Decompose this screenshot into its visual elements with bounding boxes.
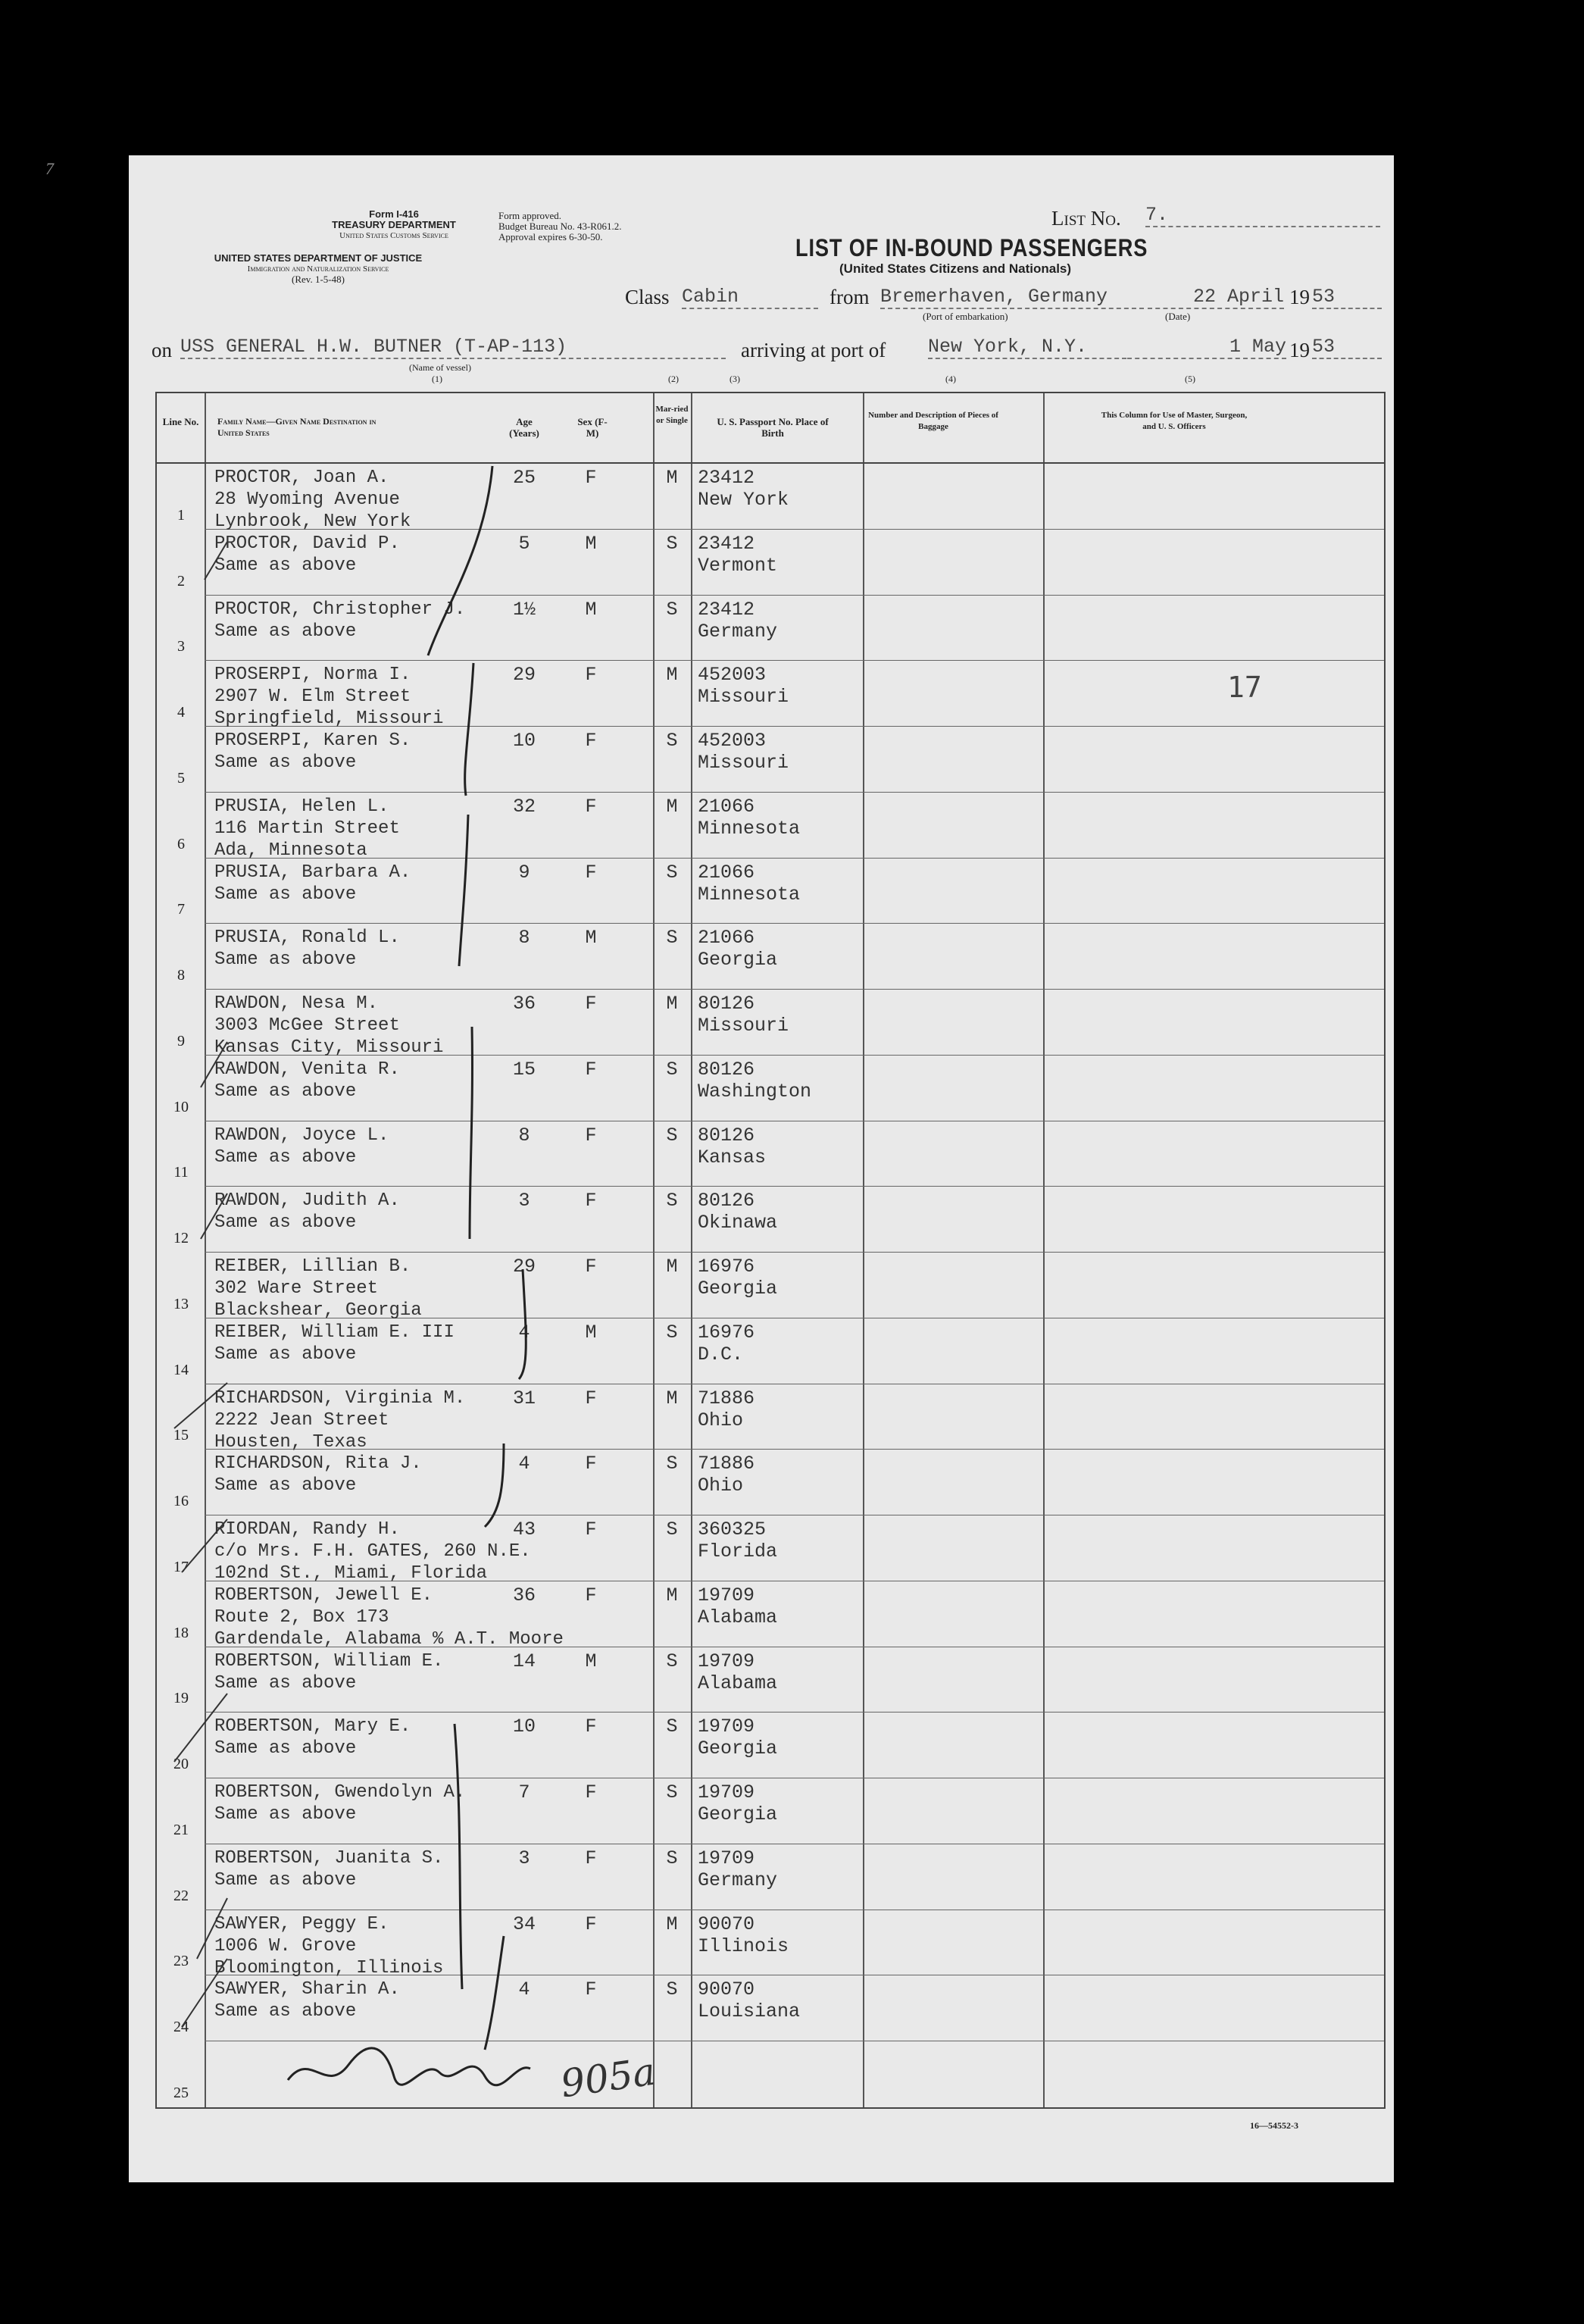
on-label: on bbox=[152, 339, 172, 361]
passenger-name: RICHARDSON, Rita J. Same as above bbox=[214, 1453, 422, 1497]
passenger-sex: M bbox=[585, 1321, 597, 1343]
passenger-name: PROCTOR, David P. Same as above bbox=[214, 533, 400, 576]
form-number: Form I-416 bbox=[369, 208, 419, 220]
arrival-year-prefix: 19 bbox=[1289, 339, 1310, 361]
line-number: 12 bbox=[173, 1230, 189, 1247]
passenger-sex: F bbox=[585, 993, 597, 1015]
from-label: from bbox=[829, 286, 870, 308]
line-number: 21 bbox=[173, 1821, 189, 1838]
passenger-name: PROSERPI, Norma I. 2907 W. Elm Street Springfield, Missouri bbox=[214, 665, 444, 730]
marital-status: S bbox=[666, 532, 678, 555]
margin-note: 17 bbox=[1227, 671, 1262, 704]
passenger-sex: F bbox=[585, 1781, 597, 1804]
passenger-age: 29 bbox=[512, 664, 536, 687]
marital-status: M bbox=[666, 1387, 678, 1409]
passenger-name: PROCTOR, Joan A. 28 Wyoming Avenue Lynbrook, New York bbox=[214, 468, 411, 532]
passport-birthplace: 71886 Ohio bbox=[698, 1453, 755, 1497]
col-married: Mar-ried or Single bbox=[655, 405, 689, 425]
port-of-embarkation: Bremerhaven, Germany bbox=[880, 286, 1144, 309]
col-name: Family Name—Given Name Destination in United States bbox=[217, 416, 376, 438]
passenger-age: 31 bbox=[512, 1387, 536, 1409]
line-number: 13 bbox=[173, 1295, 189, 1312]
line-number: 14 bbox=[173, 1361, 189, 1378]
arrival-year: 53 bbox=[1312, 336, 1382, 359]
passenger-name: PROSERPI, Karen S. Same as above bbox=[214, 730, 411, 774]
col-num-2: (2) bbox=[668, 374, 679, 384]
passenger-sex: F bbox=[585, 467, 597, 489]
passport-birthplace: 80126 Missouri bbox=[698, 993, 789, 1037]
class-label: Class bbox=[625, 286, 670, 308]
passport-birthplace: 16976 Georgia bbox=[698, 1256, 778, 1300]
line-number: 6 bbox=[177, 835, 185, 852]
passport-birthplace: 80126 Kansas bbox=[698, 1124, 767, 1168]
justice-dept: UNITED STATES DEPARTMENT OF JUSTICE bbox=[214, 252, 423, 264]
class-value: Cabin bbox=[682, 286, 818, 309]
vessel-caption: (Name of vessel) bbox=[409, 362, 471, 373]
page-subtitle: (United States Citizens and Nationals) bbox=[839, 261, 1072, 276]
marital-status: S bbox=[666, 730, 678, 752]
passenger-name: RAWDON, Venita R. Same as above bbox=[214, 1059, 400, 1102]
line-number: 25 bbox=[173, 2084, 189, 2101]
punch-hole bbox=[86, 796, 120, 830]
from-caption: (Port of embarkation) bbox=[923, 311, 1008, 322]
passport-birthplace: 19709 Alabama bbox=[698, 1584, 778, 1628]
col-num-4: (4) bbox=[945, 374, 956, 384]
passenger-sex: F bbox=[585, 1058, 597, 1081]
passport-birthplace: 23412 Vermont bbox=[698, 532, 778, 577]
punch-hole bbox=[86, 197, 120, 232]
passport-birthplace: 19709 Alabama bbox=[698, 1650, 778, 1694]
marital-status: S bbox=[666, 1650, 678, 1672]
passport-birthplace: 80126 Washington bbox=[698, 1058, 812, 1103]
passenger-sex: M bbox=[585, 532, 597, 555]
passenger-name: SAWYER, Peggy E. 1006 W. Grove Bloomington, Illinois bbox=[214, 1913, 444, 1978]
line-number: 5 bbox=[177, 769, 185, 787]
passenger-name: PRUSIA, Barbara A. Same as above bbox=[214, 862, 411, 905]
passport-birthplace: 71886 Ohio bbox=[698, 1387, 755, 1431]
marital-status: M bbox=[666, 467, 678, 489]
passenger-name: RIORDAN, Randy H. c/o Mrs. F.H. GATES, 260 N.E. 102nd St., Miami, Florida bbox=[214, 1519, 531, 1584]
passport-birthplace: 16976 D.C. bbox=[698, 1321, 755, 1365]
passenger-age: 8 bbox=[518, 927, 530, 949]
departure-date: 22 April bbox=[1148, 286, 1284, 309]
passenger-name: RAWDON, Judith A. Same as above bbox=[214, 1190, 400, 1234]
passport-birthplace: 19709 Georgia bbox=[698, 1781, 778, 1826]
marital-status: M bbox=[666, 993, 678, 1015]
page-corner-mark: 7 bbox=[45, 159, 54, 178]
punch-hole bbox=[86, 322, 120, 357]
passenger-name: PROCTOR, Christopher J. Same as above bbox=[214, 599, 466, 642]
passenger-sex: F bbox=[585, 1124, 597, 1146]
footer-code: 16—54552-3 bbox=[1250, 2120, 1298, 2131]
line-number: 17 bbox=[173, 1558, 189, 1575]
customs-service: United States Customs Service bbox=[339, 231, 448, 240]
arriving-label: arriving at port of bbox=[741, 339, 886, 361]
passenger-sex: F bbox=[585, 1190, 597, 1212]
passenger-name: REIBER, Lillian B. 302 Ware Street Blackshear, Georgia bbox=[214, 1256, 422, 1322]
marital-status: M bbox=[666, 795, 678, 818]
line-number: 3 bbox=[177, 638, 185, 655]
revision: (Rev. 1-5-48) bbox=[292, 274, 345, 285]
line-number: 1 bbox=[177, 506, 185, 524]
treasury-dept: TREASURY DEPARTMENT bbox=[332, 219, 456, 230]
col-sex: Sex (F-M) bbox=[577, 416, 608, 439]
punch-hole bbox=[86, 673, 120, 708]
line-number: 16 bbox=[173, 1493, 189, 1510]
list-no-label: List No. bbox=[1051, 207, 1121, 230]
passenger-sex: F bbox=[585, 1978, 597, 2001]
passenger-name: RAWDON, Nesa M. 3003 McGee Street Kansas City, Missouri bbox=[214, 993, 444, 1059]
passport-birthplace: 360325 Florida bbox=[698, 1519, 778, 1563]
passport-birthplace: 452003 Missouri bbox=[698, 730, 789, 774]
line-number: 18 bbox=[173, 1624, 189, 1641]
passenger-sex: F bbox=[585, 730, 597, 752]
passenger-age: 14 bbox=[512, 1650, 536, 1672]
passenger-name: RAWDON, Joyce L. Same as above bbox=[214, 1124, 389, 1168]
passenger-age: 36 bbox=[512, 1584, 536, 1606]
passenger-sex: F bbox=[585, 1519, 597, 1541]
marital-status: S bbox=[666, 927, 678, 949]
approval-expires: Approval expires 6-30-50. bbox=[498, 231, 603, 242]
line-number: 2 bbox=[177, 572, 185, 590]
signature-note: 905a bbox=[558, 2049, 658, 2107]
passenger-sex: F bbox=[585, 1387, 597, 1409]
punch-hole bbox=[65, 596, 100, 630]
passenger-sex: M bbox=[585, 927, 597, 949]
marital-status: S bbox=[666, 1847, 678, 1869]
passenger-age: 4 bbox=[518, 1321, 530, 1343]
marital-status: S bbox=[666, 1058, 678, 1081]
budget-bureau: Budget Bureau No. 43-R061.2. bbox=[498, 221, 622, 232]
passenger-name: ROBERTSON, Juanita S. Same as above bbox=[214, 1847, 444, 1891]
passport-birthplace: 80126 Okinawa bbox=[698, 1190, 778, 1234]
col-baggage: Number and Description of Pieces of Baggage bbox=[868, 411, 998, 431]
marital-status: S bbox=[666, 1124, 678, 1146]
passenger-sex: F bbox=[585, 664, 597, 687]
line-number: 23 bbox=[173, 1953, 189, 1970]
passport-birthplace: 452003 Missouri bbox=[698, 664, 789, 708]
ins-service: Immigration and Naturalization Service bbox=[247, 264, 389, 274]
marital-status: S bbox=[666, 1781, 678, 1804]
passenger-age: 9 bbox=[518, 861, 530, 884]
depart-year-prefix: 19 bbox=[1289, 286, 1310, 308]
passport-birthplace: 23412 New York bbox=[698, 467, 789, 511]
passenger-age: 32 bbox=[512, 795, 536, 818]
passenger-age: 3 bbox=[518, 1847, 530, 1869]
col-num-1: (1) bbox=[432, 374, 442, 384]
line-number: 4 bbox=[177, 704, 185, 721]
line-number: 20 bbox=[173, 1756, 189, 1773]
passenger-name: REIBER, William E. III Same as above bbox=[214, 1322, 455, 1365]
marital-status: S bbox=[666, 861, 678, 884]
line-number: 15 bbox=[173, 1427, 189, 1444]
line-number: 19 bbox=[173, 1690, 189, 1707]
marital-status: S bbox=[666, 1321, 678, 1343]
line-number: 8 bbox=[177, 967, 185, 984]
marital-status: M bbox=[666, 1913, 678, 1935]
passenger-name: ROBERTSON, Mary E. Same as above bbox=[214, 1716, 411, 1759]
punch-hole bbox=[86, 1580, 120, 1615]
passenger-age: 4 bbox=[518, 1453, 530, 1475]
marital-status: S bbox=[666, 1519, 678, 1541]
passport-birthplace: 21066 Minnesota bbox=[698, 861, 801, 906]
passenger-sex: F bbox=[585, 1584, 597, 1606]
passenger-sex: M bbox=[585, 1650, 597, 1672]
passenger-sex: F bbox=[585, 795, 597, 818]
marital-status: S bbox=[666, 1978, 678, 2001]
passenger-age: 7 bbox=[518, 1781, 530, 1804]
line-number: 11 bbox=[173, 1164, 189, 1181]
form-approved: Form approved. bbox=[498, 210, 562, 221]
passenger-sex: F bbox=[585, 1453, 597, 1475]
passenger-name: ROBERTSON, Gwendolyn A. Same as above bbox=[214, 1782, 466, 1825]
passenger-age: 34 bbox=[512, 1913, 536, 1935]
date-caption: (Date) bbox=[1165, 311, 1191, 322]
passenger-name: PRUSIA, Helen L. 116 Martin Street Ada, Minnesota bbox=[214, 796, 400, 861]
passenger-age: 10 bbox=[512, 1716, 536, 1738]
marital-status: M bbox=[666, 664, 678, 687]
passport-birthplace: 21066 Georgia bbox=[698, 927, 778, 971]
punch-hole bbox=[86, 1928, 120, 1963]
col-officers: This Column for Use of Master, Surgeon, and U. S. Officers bbox=[1101, 411, 1248, 431]
vessel-name: USS GENERAL H.W. BUTNER (T-AP-113) bbox=[180, 336, 726, 359]
passport-birthplace: 90070 Illinois bbox=[698, 1913, 789, 1957]
passport-birthplace: 90070 Louisiana bbox=[698, 1978, 801, 2023]
passenger-sex: F bbox=[585, 1847, 597, 1869]
passport-birthplace: 19709 Germany bbox=[698, 1847, 778, 1891]
passport-birthplace: 19709 Georgia bbox=[698, 1716, 778, 1760]
passenger-age: 36 bbox=[512, 993, 536, 1015]
marital-status: M bbox=[666, 1256, 678, 1278]
passenger-age: 10 bbox=[512, 730, 536, 752]
line-number: 7 bbox=[177, 901, 185, 918]
passenger-age: 43 bbox=[512, 1519, 536, 1541]
arrival-date: 1 May bbox=[1127, 336, 1286, 359]
marital-status: S bbox=[666, 1453, 678, 1475]
tally-marks bbox=[129, 155, 1394, 2182]
passenger-name: RICHARDSON, Virginia M. 2222 Jean Street Housten, Texas bbox=[214, 1387, 466, 1453]
line-number: 22 bbox=[173, 1887, 189, 1904]
marital-status: M bbox=[666, 1584, 678, 1606]
marital-status: S bbox=[666, 1190, 678, 1212]
marital-status: S bbox=[666, 1716, 678, 1738]
line-number: 10 bbox=[173, 1098, 189, 1115]
page-title: LIST OF IN-BOUND PASSENGERS bbox=[795, 234, 1148, 261]
arrival-port: New York, N.Y. bbox=[928, 336, 1126, 359]
list-no-value: 7. bbox=[1145, 204, 1380, 227]
passenger-age: 1½ bbox=[512, 598, 536, 621]
line-number: 9 bbox=[177, 1032, 185, 1049]
passenger-name: ROBERTSON, William E. Same as above bbox=[214, 1650, 444, 1694]
col-line: Line No. bbox=[162, 416, 199, 427]
passport-birthplace: 21066 Minnesota bbox=[698, 795, 801, 840]
passenger-age: 3 bbox=[518, 1190, 530, 1212]
marital-status: S bbox=[666, 598, 678, 621]
punch-hole bbox=[86, 916, 120, 951]
passenger-name: ROBERTSON, Jewell E. Route 2, Box 173 Gardendale, Alabama % A.T. Moore bbox=[214, 1584, 564, 1650]
passenger-sex: F bbox=[585, 861, 597, 884]
punch-hole bbox=[86, 1466, 120, 1501]
passenger-age: 25 bbox=[512, 467, 536, 489]
passenger-age: 15 bbox=[512, 1058, 536, 1081]
passenger-sex: F bbox=[585, 1256, 597, 1278]
passenger-sex: M bbox=[585, 598, 597, 621]
passenger-sex: F bbox=[585, 1716, 597, 1738]
passenger-sex: F bbox=[585, 1913, 597, 1935]
punch-hole bbox=[86, 1649, 120, 1684]
passenger-age: 8 bbox=[518, 1124, 530, 1146]
col-passport: U. S. Passport No. Place of Birth bbox=[717, 416, 829, 439]
passenger-name: PRUSIA, Ronald L. Same as above bbox=[214, 927, 400, 971]
line-number: 24 bbox=[173, 2019, 189, 2036]
passport-birthplace: 23412 Germany bbox=[698, 598, 778, 643]
departure-year: 53 bbox=[1312, 286, 1382, 309]
col-num-3: (3) bbox=[730, 374, 740, 384]
col-age: Age (Years) bbox=[509, 416, 539, 439]
passenger-age: 4 bbox=[518, 1978, 530, 2001]
passenger-age: 29 bbox=[512, 1256, 536, 1278]
passenger-age: 5 bbox=[518, 532, 530, 555]
manifest-page bbox=[129, 155, 1394, 2182]
passenger-name: SAWYER, Sharin A. Same as above bbox=[214, 1979, 400, 2022]
col-num-5: (5) bbox=[1185, 374, 1195, 384]
